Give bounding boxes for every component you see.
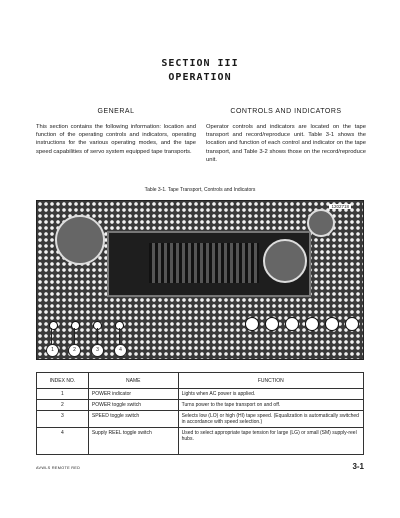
control-button-icon — [305, 317, 319, 331]
table-header-row — [37, 373, 364, 389]
row-index: 3 — [37, 411, 89, 428]
figure-id: 1202718 — [331, 204, 349, 209]
general-heading: GENERAL — [97, 108, 135, 115]
callout-2: 2 — [68, 344, 81, 357]
row-index: 1 — [37, 389, 89, 400]
table-row — [37, 400, 364, 411]
header-name: NAME — [88, 373, 178, 389]
control-button-icon — [265, 317, 279, 331]
controls-table — [36, 372, 364, 455]
row-function: Lights when AC power is applied. — [178, 389, 363, 400]
row-function: Selects low (LO) or high (HI) tape speed. (Equalization is automatically switched in accordance with speed selection.) — [178, 411, 363, 428]
row-name: SPEED toggle switch — [88, 411, 178, 428]
row-name: POWER indicator — [88, 389, 178, 400]
supply-reel-icon — [55, 215, 105, 265]
row-index: 4 — [37, 428, 89, 455]
page-title: OPERATION — [168, 72, 232, 83]
takeup-reel-icon — [263, 239, 307, 283]
row-name: POWER toggle switch — [88, 400, 178, 411]
control-button-icon — [245, 317, 259, 331]
control-button-icon — [325, 317, 339, 331]
control-button-icon — [285, 317, 299, 331]
header-function: FUNCTION — [178, 373, 363, 389]
callout-4: 4 — [114, 344, 127, 357]
row-function: Turns power to the tape transport on and off. — [178, 400, 363, 411]
power-switch-icon — [71, 321, 80, 330]
table-row — [37, 411, 364, 428]
controls-paragraph: Operator controls and indicators are located on the tape transport and record/reproduce unit. Table 3-1 shows the location and function of each control and indicator on the tape transport, and Table 3-2 shows those on the record/reproduce unit. — [206, 124, 366, 163]
callout-3: 3 — [91, 344, 104, 357]
callout-1: 1 — [46, 344, 59, 357]
guide-roller-icon — [307, 209, 335, 237]
tape-transport-photo — [36, 200, 364, 360]
row-index: 2 — [37, 400, 89, 411]
table-caption: Table 3-1. Tape Transport, Controls and Indicators — [144, 187, 256, 193]
controls-heading: CONTROLS AND INDICATORS — [230, 108, 342, 115]
table-row — [37, 389, 364, 400]
table-row — [37, 428, 364, 455]
row-name: Supply REEL toggle switch — [88, 428, 178, 455]
control-button-icon — [345, 317, 359, 331]
row-function: Used to select appropriate tape tension for large (LG) or small (SM) supply-reel hubs. — [178, 428, 363, 455]
section-number: SECTION III — [161, 58, 239, 69]
header-index: INDEX NO. — [37, 373, 89, 389]
general-paragraph: This section contains the following information: location and function of the operating controls and indicators, operating instructions for the various operating modes, and the tape speed capabilities of servo system equipped tape transports. — [36, 124, 196, 155]
footer-code: AVWLS REMOTE RED — [36, 466, 81, 470]
page-number: 3-1 — [352, 462, 364, 471]
